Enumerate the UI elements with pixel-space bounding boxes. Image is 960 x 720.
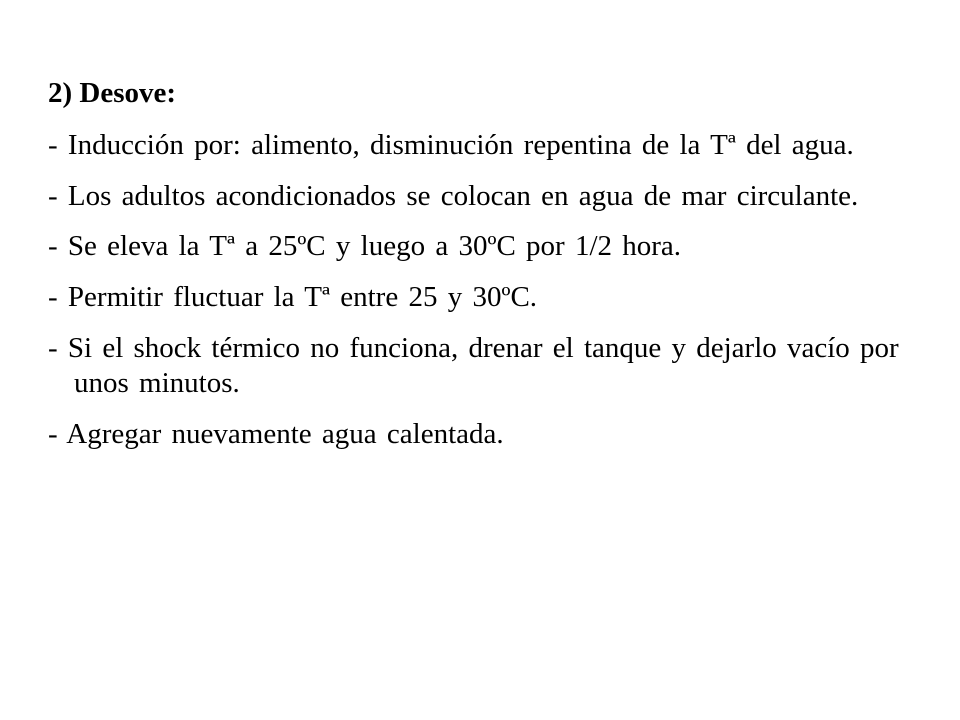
bullet-item-temperatura: - Se eleva la Tª a 25ºC y luego a 30ºC por 1/2 hora. [48, 230, 682, 263]
section-heading: 2) Desove: [48, 77, 177, 109]
slide-content [48, 76, 908, 467]
bullet-item-agregar-agua: - Agregar nuevamente agua calentada. [48, 417, 504, 450]
bullet-item-fluctuar: - Permitir fluctuar la Tª entre 25 y 30ºC. [48, 281, 538, 314]
bullet-item-shock-termico: - Si el shock térmico no funciona, drenar el tanque y dejarlo vacío por unos minutos. [48, 331, 899, 399]
bullet-item-adultos: - Los adultos acondicionados se colocan en agua de mar circulante. [48, 179, 859, 212]
bullet-item-induccion: - Inducción por: alimento, disminución repentina de la Tª del agua. [48, 128, 854, 161]
